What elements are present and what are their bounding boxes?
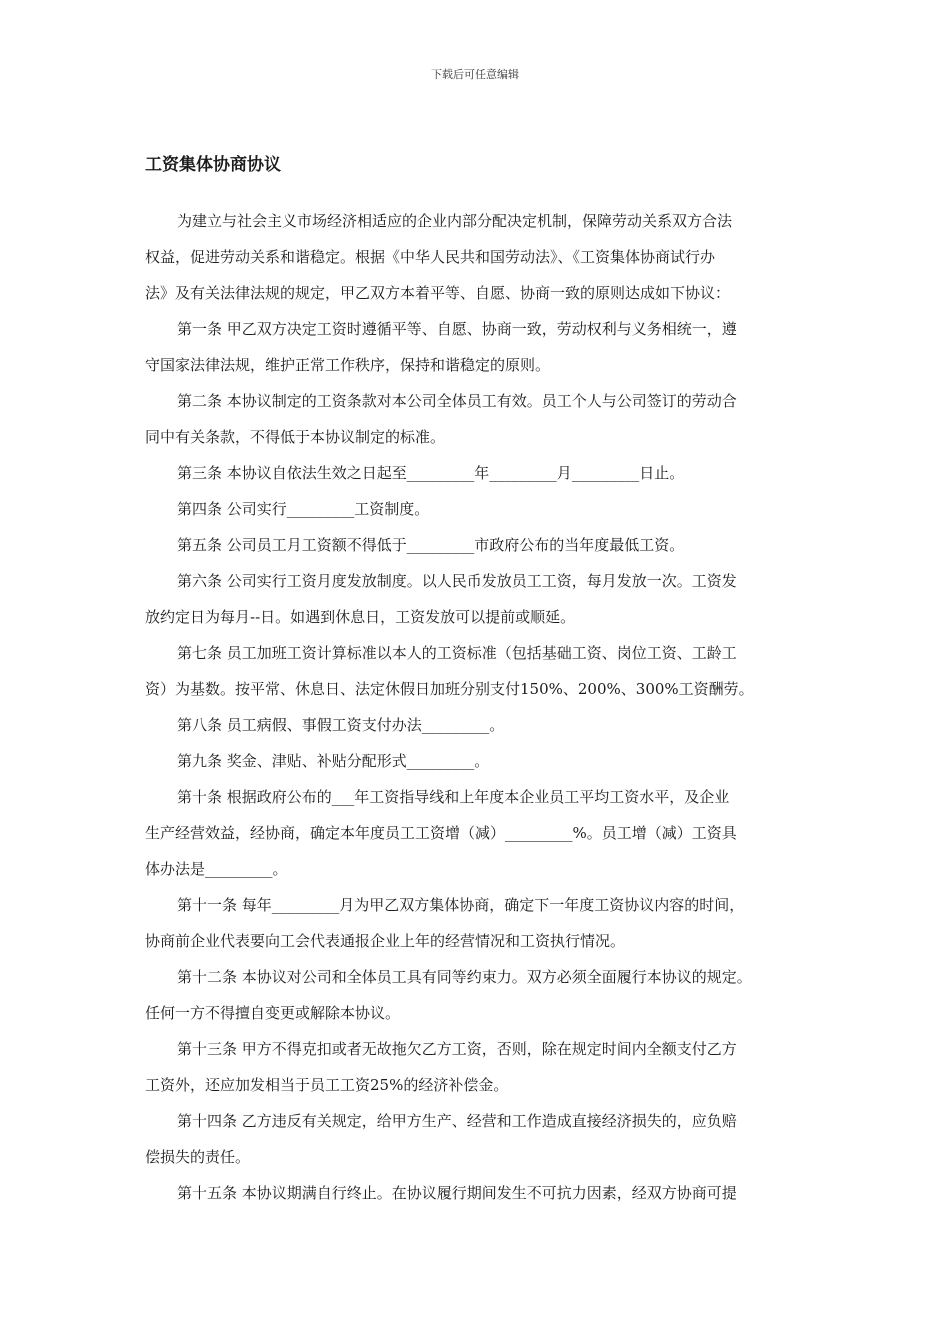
text-line: 第十三条 甲方不得克扣或者无故拖欠乙方工资，否则，除在规定时间内全额支付乙方: [177, 1040, 737, 1058]
text-line: 第十五条 本协议期满自行终止。在协议履行期间发生不可抗力因素，经双方协商可提: [177, 1184, 737, 1202]
text-line: 同中有关条款，不得低于本协议制定的标准。: [145, 428, 446, 446]
text-line: 放约定日为每月--日。如遇到休息日，工资发放可以提前或顺延。: [145, 608, 576, 626]
page-header: 下载后可任意编辑: [431, 68, 519, 81]
text-line: 法》及有关法律法规的规定，甲乙双方本着平等、自愿、协商一致的原则达成如下协议：: [145, 284, 731, 302]
text-line: 第七条 员工加班工资计算标准以本人的工资标准（包括基础工资、岗位工资、工龄工: [177, 644, 737, 662]
text-line: 第十二条 本协议对公司和全体员工具有同等约束力。双方必须全面履行本协议的规定。: [177, 968, 752, 986]
text-line: 第三条 本协议自依法生效之日起至_________年_________月_________日止。: [177, 464, 685, 482]
text-line: 工资外，还应加发相当于员工工资25%的经济补偿金。: [145, 1076, 509, 1094]
text-line: 第九条 奖金、津贴、补贴分配形式_________。: [177, 752, 490, 770]
text-line: 体办法是_________。: [145, 860, 288, 878]
text-line: 守国家法律法规，维护正常工作秩序，保持和谐稳定的原则。: [145, 356, 551, 374]
text-line: 第十一条 每年_________月为甲乙双方集体协商，确定下一年度工资协议内容的时间，: [177, 896, 745, 914]
text-line: 第五条 公司员工月工资额不得低于_________市政府公布的当年度最低工资。: [177, 536, 685, 554]
text-line: 第八条 员工病假、事假工资支付办法_________。: [177, 716, 505, 734]
text-line: 偿损失的责任。: [145, 1148, 251, 1166]
text-line: 第四条 公司实行_________工资制度。: [177, 500, 430, 518]
text-line: 第十条 根据政府公布的___年工资指导线和上年度本企业员工平均工资水平，及企业: [177, 788, 730, 806]
text-line: 第六条 公司实行工资月度发放制度。以人民币发放员工工资，每月发放一次。工资发: [177, 572, 737, 590]
text-line: 任何一方不得擅自变更或解除本协议。: [145, 1004, 401, 1022]
document-body: [145, 203, 805, 1211]
text-line: 第十四条 乙方违反有关规定，给甲方生产、经营和工作造成直接经济损失的，应负赔: [177, 1112, 737, 1130]
text-line: 第一条 甲乙双方决定工资时遵循平等、自愿、协商一致，劳动权利与义务相统一，遵: [177, 320, 737, 338]
text-line: 第二条 本协议制定的工资条款对本公司全体员工有效。员工个人与公司签订的劳动合: [177, 392, 737, 410]
document-title: 工资集体协商协议: [145, 155, 281, 175]
text-line: 生产经营效益，经协商，确定本年度员工工资增（减）_________%。员工增（减）工资具: [145, 824, 737, 842]
text-line: 协商前企业代表要向工会代表通报企业上年的经营情况和工资执行情况。: [145, 932, 626, 950]
text-line: 权益，促进劳动关系和谐稳定。根据《中华人民共和国劳动法》、《工资集体协商试行办: [145, 248, 716, 266]
text-line: 为建立与社会主义市场经济相适应的企业内部分配决定机制，保障劳动关系双方合法: [177, 212, 733, 230]
text-line: 资）为基数。按平常、休息日、法定休假日加班分别支付150%、200%、300%工资酬劳。: [145, 680, 754, 698]
